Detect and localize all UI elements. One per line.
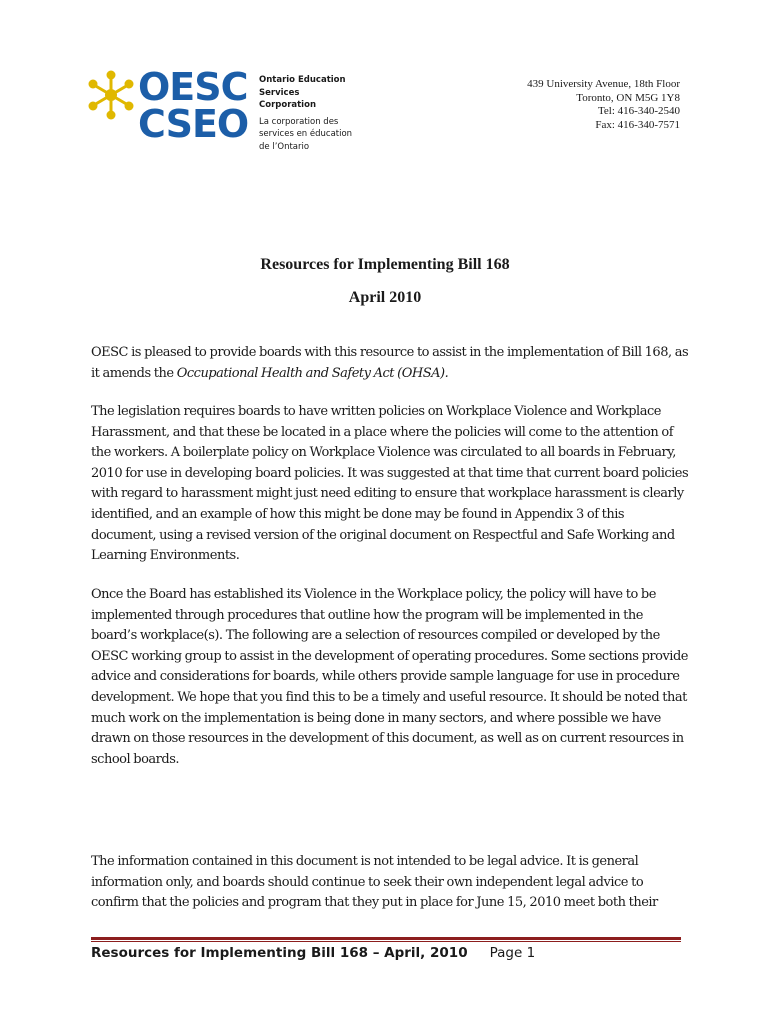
logo-name-en-line2: Services Corporation <box>259 87 316 110</box>
logo-name-fr-line3: de l’Ontario <box>259 141 310 152</box>
footer-rule-thin <box>91 941 681 942</box>
logo-acronym-en: OESC <box>138 65 248 109</box>
logo-name-fr-line1: La corporation des <box>259 116 339 127</box>
oesc-logo <box>86 65 356 152</box>
page-footer <box>91 945 535 961</box>
paragraph-legal-disclaimer <box>91 852 691 914</box>
address-fax: Fax: 416-340-7571 <box>595 118 680 131</box>
address-block <box>527 78 680 132</box>
footer-title: Resources for Implementing Bill 168 – April, 2010 <box>91 945 468 961</box>
paragraph-legislation-text: The legislation requires boards to have written policies on Workplace Violence and Workplace Harassment, and that these be located in a place where the policies will come to the attention of the workers. A boilerplate policy on Workplace Violence was circulated to all boards in February, 2010 for use in developing board policies. It was suggested at that time that current board policies with regard to harassment might just need editing to ensure that workplace harassment is clearly identified, and an example of how this might be done may be found in Appendix 3 of this document, using a revised version of the original document on Respectful and Safe Working and Learning Environments. <box>91 404 689 564</box>
logo-acronym-fr: CSEO <box>138 102 249 146</box>
paragraph-intro <box>91 343 691 384</box>
logo-organization-name <box>259 74 356 153</box>
paragraph-intro-text: OESC is pleased to provide boards with this resource to assist in the implementation of Bill 168, as it amends the <box>91 345 689 381</box>
paragraph-legal-disclaimer-text: The information contained in this document is not intended to be legal advice. It is general information only, and boards should continue to seek their own independent legal advice to confirm that the policies and program that they put in place for June 15, 2010 meet both their <box>91 854 658 911</box>
address-street: 439 University Avenue, 18th Floor <box>527 78 680 90</box>
logo-acronyms <box>138 65 249 146</box>
footer-rule-thick <box>91 937 681 940</box>
document-title: Resources for Implementing Bill 168 <box>260 256 510 273</box>
oesc-molecule-icon <box>86 70 136 120</box>
paragraph-intro-act-name: Occupational Health and Safety Act (OHSA). <box>176 365 449 381</box>
paragraph-procedures <box>91 585 691 770</box>
paragraph-procedures-text: Once the Board has established its Violence in the Workplace policy, the policy will have to be implemented through procedures that outline how the program will be implemented in the board’s workplace(s). The following are a selection of resources compiled or developed by the OESC working group to assist in the development of operating procedures. Some sections provide advice and considerations for boards, while others provide sample language for use in procedure development. We hope that you find this to be a timely and useful resource. It should be noted that much work on the implementation is being done in many sectors, and where possible we have drawn on those resources in the development of this document, as well as on current resources in school boards. <box>91 587 688 767</box>
address-tel: Tel: 416-340-2540 <box>597 105 680 117</box>
address-city: Toronto, ON M5G 1Y8 <box>576 91 680 104</box>
footer-page-number: Page 1 <box>489 945 536 961</box>
document-date: April 2010 <box>348 289 422 306</box>
logo-name-en-line1: Ontario Education <box>259 75 346 85</box>
logo-name-fr-line2: services en éducation <box>259 129 353 139</box>
paragraph-legislation <box>91 402 691 567</box>
